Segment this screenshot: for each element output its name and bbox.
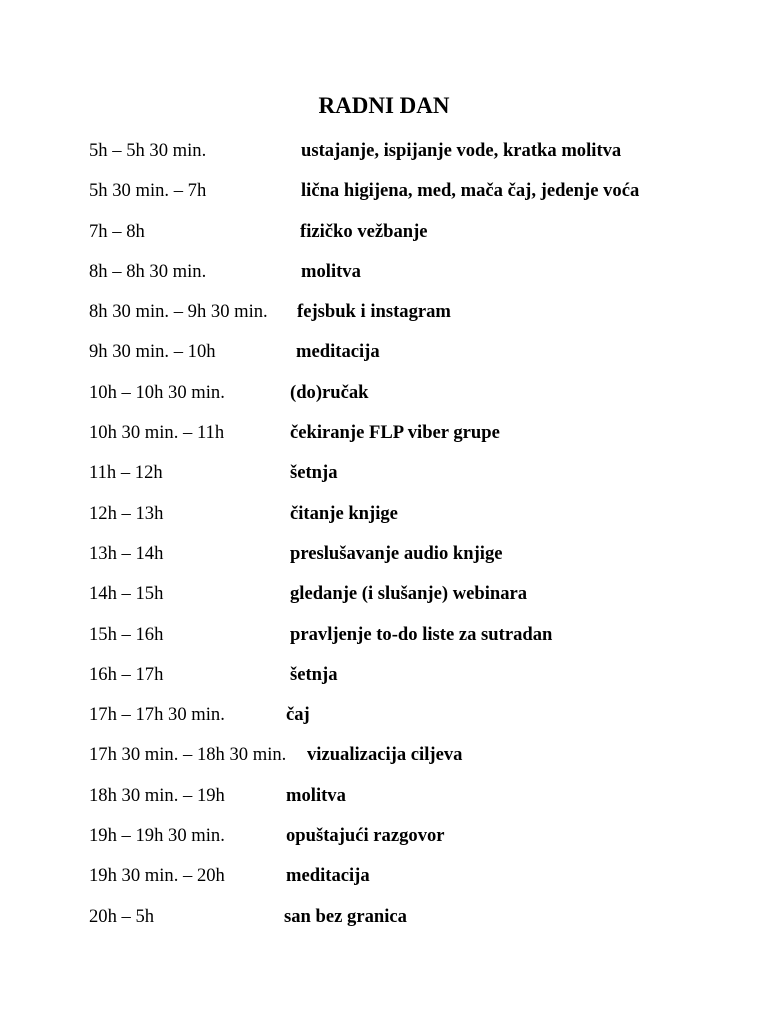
schedule-row [89,259,749,299]
time-range: 17h – 17h 30 min. [89,704,225,726]
schedule-row [89,138,749,178]
time-range: 15h – 16h [89,623,164,645]
schedule-row [89,783,749,823]
page-title: RADNI DAN [318,93,450,118]
schedule-row [89,863,749,903]
activity: ustajanje, ispijanje vode, kratka molitva [301,140,622,161]
schedule-row [89,299,749,339]
schedule-row [89,460,749,500]
schedule-row [89,219,749,259]
schedule-row [89,581,749,621]
activity: san bez granica [284,905,407,927]
activity: čitanje knjige [290,502,398,524]
activity: molitva [301,260,361,282]
schedule-row [89,420,749,460]
activity: gledanje (i slušanje) webinara [290,583,528,605]
time-range: 17h 30 min. – 18h 30 min. [89,744,287,766]
time-range: 20h – 5h [89,905,155,927]
activity: lična higijena, med, mača čaj, jedenje voća [301,180,640,202]
activity: pravljenje to-do liste za sutradan [290,623,553,645]
schedule-row [89,823,749,863]
schedule-list [89,138,749,944]
activity: šetnja [290,462,338,484]
time-range: 5h 30 min. – 7h [89,180,207,202]
time-range: 19h – 19h 30 min. [89,825,225,847]
schedule-row [89,662,749,702]
time-range: 19h 30 min. – 20h [89,865,225,887]
time-range: 12h – 13h [89,502,164,524]
schedule-row [89,742,749,782]
time-range: 14h – 15h [89,583,164,605]
schedule-row [89,702,749,742]
schedule-row [89,380,749,420]
time-range: 8h 30 min. – 9h 30 min. [89,301,268,323]
time-range: 18h 30 min. – 19h [89,784,225,806]
time-range: 11h – 12h [89,462,163,484]
activity: meditacija [296,341,380,363]
activity: fizičko vežbanje [300,220,428,242]
activity: vizualizacija ciljeva [307,744,463,766]
schedule-row [89,178,749,218]
time-range: 16h – 17h [89,663,164,685]
time-range: 10h 30 min. – 11h [89,422,225,444]
schedule-row [89,339,749,379]
time-range: 7h – 8h [89,220,145,242]
schedule-row [89,904,749,944]
time-range: 10h – 10h 30 min. [89,381,225,403]
time-range: 5h – 5h 30 min. [89,140,207,161]
activity: (do)ručak [290,381,369,403]
time-range: 13h – 14h [89,542,164,564]
activity: fejsbuk i instagram [297,301,451,323]
activity: opuštajući razgovor [286,825,445,847]
activity: meditacija [286,865,370,887]
schedule-row [89,622,749,662]
schedule-row [89,541,749,581]
activity: šetnja [290,663,338,685]
time-range: 8h – 8h 30 min. [89,260,207,282]
activity: molitva [286,784,346,806]
activity: čekiranje FLP viber grupe [290,422,500,444]
schedule-row [89,501,749,541]
time-range: 9h 30 min. – 10h [89,341,216,363]
activity: preslušavanje audio knjige [290,542,503,564]
activity: čaj [286,704,310,726]
